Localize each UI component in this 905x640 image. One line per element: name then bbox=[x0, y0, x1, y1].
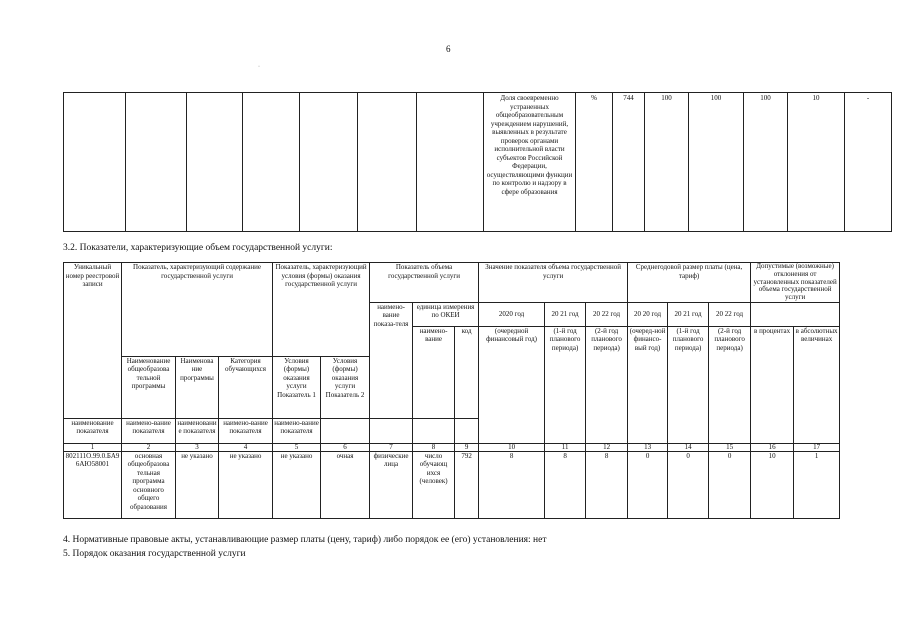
header-indicator-name: наимено-вание показа-теля bbox=[370, 302, 413, 418]
fee-2020: 0 bbox=[628, 451, 668, 518]
column-number-row bbox=[64, 443, 840, 451]
section-heading-3-2: 3.2. Показатели, характеризующие объем государственной услуги: bbox=[63, 243, 333, 253]
header-deviation-percent: в процентах bbox=[751, 326, 794, 443]
empty-cell bbox=[126, 93, 187, 232]
page-number: 6 bbox=[446, 44, 451, 54]
empty-cell bbox=[187, 93, 243, 232]
empty-cell bbox=[321, 418, 370, 443]
column-number: 15 bbox=[709, 443, 751, 451]
registry-code: 802111О.99.0.БА96АЮ58001 bbox=[64, 451, 122, 518]
unit-name: % bbox=[576, 93, 613, 232]
deviation-absolute: - bbox=[845, 93, 892, 232]
header-row-1 bbox=[64, 263, 840, 303]
unit-name-value: число обучающ ихся (человек) bbox=[413, 451, 455, 518]
header-indicator-name-d: наимено-вание показателя bbox=[219, 418, 273, 443]
header-indicator-name-b: наимено-вание показателя bbox=[122, 418, 176, 443]
header-condition-1: Условия (формы) оказания услуги Показатель 1 bbox=[273, 356, 321, 418]
item-5-service-procedure: 5. Порядок оказания государственной услуги bbox=[63, 549, 246, 559]
fee-2021: 0 bbox=[668, 451, 709, 518]
column-number: 17 bbox=[794, 443, 840, 451]
header-okei-name: наимено-вание bbox=[413, 326, 455, 418]
column-number: 11 bbox=[545, 443, 586, 451]
header-conditions-indicator: Показатель, характеризующий условия (формы) оказания государственной услуги bbox=[273, 263, 370, 357]
column-number: 6 bbox=[321, 443, 370, 451]
empty-cell bbox=[358, 93, 417, 232]
value-2022: 8 bbox=[586, 451, 628, 518]
fee-2022: 0 bbox=[709, 451, 751, 518]
table-row bbox=[64, 93, 892, 232]
column-number: 10 bbox=[479, 443, 545, 451]
header-fee-2020: 20 20 год bbox=[628, 302, 668, 326]
header-year-2022-sub: (2-й год планового периода) bbox=[586, 326, 628, 443]
column-number: 5 bbox=[273, 443, 321, 451]
condition-2-value: очная bbox=[321, 451, 370, 518]
condition-1-value: не указано bbox=[273, 451, 321, 518]
empty-cell bbox=[300, 93, 358, 232]
value-2022: 100 bbox=[744, 93, 788, 232]
header-year-2021: 20 21 год bbox=[545, 302, 586, 326]
header-year-2022: 20 22 год bbox=[586, 302, 628, 326]
column-number: 1 bbox=[64, 443, 122, 451]
column-number: 2 bbox=[122, 443, 176, 451]
header-fee-2022-sub: (2-й год планового периода) bbox=[709, 326, 751, 443]
header-indicator-name-c: наименование показателя bbox=[176, 418, 219, 443]
column-number: 7 bbox=[370, 443, 413, 451]
empty-cell bbox=[417, 93, 484, 232]
empty-cell bbox=[243, 93, 300, 232]
column-number: 13 bbox=[628, 443, 668, 451]
header-unique-number: Уникальный номер реестровой записи bbox=[64, 263, 122, 419]
header-program-name: Наименование общеобразова тельной программы bbox=[122, 356, 176, 418]
item-4-normative-acts: 4. Нормативные правовые акты, устанавливающие размер платы (цену, тариф) либо порядок ее (его) установления: нет bbox=[63, 535, 547, 545]
indicator-name-value: физические лица bbox=[370, 451, 413, 518]
header-fee-2021-sub: (1-й год планового периода) bbox=[668, 326, 709, 443]
header-okei-unit: единица измерения по ОКЕИ bbox=[413, 302, 479, 326]
empty-cell bbox=[413, 418, 455, 443]
header-fee: Среднегодовой размер платы (цена, тариф) bbox=[628, 263, 751, 303]
volume-indicators-table bbox=[63, 262, 840, 519]
column-number: 9 bbox=[455, 443, 479, 451]
indicator-name: Доля своевременно устраненных общеобразовательным учреждением нарушений, выявленных в результате проверок органами исполнительной власти субъектов Российской Федерации, осуществляющими функции по контролю и надзору в сфере образования bbox=[484, 93, 576, 232]
value-2020: 8 bbox=[479, 451, 545, 518]
header-deviation: Допустимые (возможные) отклонения от установленных показателей объема государственной услуги bbox=[751, 263, 840, 303]
program-name-value: не указано bbox=[176, 451, 219, 518]
header-category: Категория обучающихся bbox=[219, 356, 273, 418]
header-okei-code: код bbox=[455, 326, 479, 418]
okei-code: 744 bbox=[613, 93, 645, 232]
category-value: не указано bbox=[219, 451, 273, 518]
header-program: Наименова ние программы bbox=[176, 356, 219, 418]
empty-cell bbox=[370, 418, 413, 443]
column-number: 12 bbox=[586, 443, 628, 451]
header-year-2021-sub: (1-й год планового периода) bbox=[545, 326, 586, 443]
header-condition-2: Условия (формы) оказания услуги Показатель 2 bbox=[321, 356, 370, 418]
value-2020: 100 bbox=[645, 93, 689, 232]
header-deviation-absolute: в абсолютных величинах bbox=[794, 326, 840, 443]
header-fee-2021: 20 21 год bbox=[668, 302, 709, 326]
stray-mark: · bbox=[258, 64, 260, 70]
header-year-2020: 2020 год bbox=[479, 302, 545, 326]
header-year-2020-sub: (очередной финансовый год) bbox=[479, 326, 545, 443]
unit-code-value: 792 bbox=[455, 451, 479, 518]
deviation-absolute: 1 bbox=[794, 451, 840, 518]
column-number: 16 bbox=[751, 443, 794, 451]
deviation-percent: 10 bbox=[788, 93, 845, 232]
header-indicator-name-a: наименование показателя bbox=[64, 418, 122, 443]
header-content-indicator: Показатель, характеризующий содержание государственной услуги bbox=[122, 263, 273, 357]
column-number: 4 bbox=[219, 443, 273, 451]
column-number: 3 bbox=[176, 443, 219, 451]
column-number: 14 bbox=[668, 443, 709, 451]
quality-indicators-continuation-table bbox=[63, 92, 892, 232]
header-deviation-cont bbox=[751, 302, 840, 326]
header-volume-indicator: Показатель объема государственной услуги bbox=[370, 263, 479, 303]
empty-cell bbox=[64, 93, 126, 232]
deviation-percent: 10 bbox=[751, 451, 794, 518]
column-number: 8 bbox=[413, 443, 455, 451]
header-indicator-name-e: наимено-вание показателя bbox=[273, 418, 321, 443]
header-fee-2022: 20 22 год bbox=[709, 302, 751, 326]
header-value-indicator: Значение показателя объема государственной услуги bbox=[479, 263, 628, 303]
value-2021: 100 bbox=[689, 93, 744, 232]
value-2021: 8 bbox=[545, 451, 586, 518]
table-row bbox=[64, 451, 840, 518]
program-value: основная общеобразова тельная программа основного общего образования bbox=[122, 451, 176, 518]
header-fee-2020-sub: (очеред-ной финансо-вый год) bbox=[628, 326, 668, 443]
